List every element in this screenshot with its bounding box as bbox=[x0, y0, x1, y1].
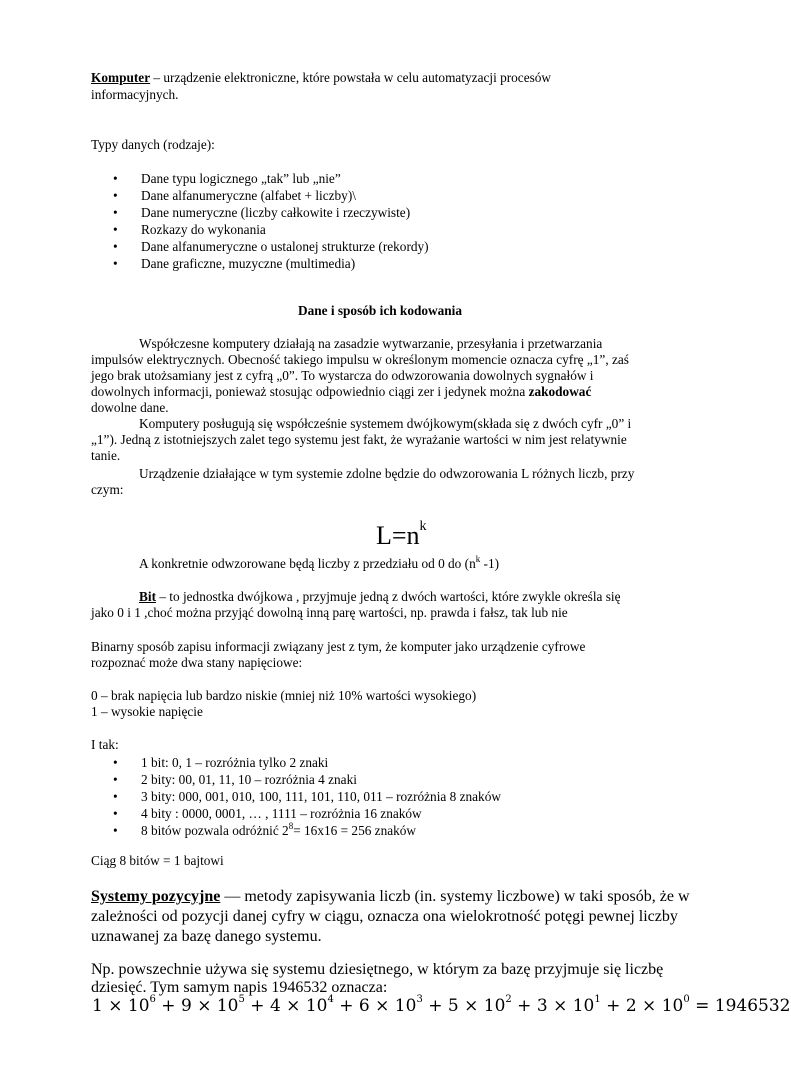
bullet-icon: • bbox=[113, 772, 118, 787]
state-zero: 0 – brak napięcia lub bardzo niskie (mniej niż 10% wartości wysokiego) bbox=[91, 688, 477, 703]
coefficient: 6 bbox=[358, 996, 370, 1016]
bold-word: zakodować bbox=[528, 384, 592, 399]
list-item: • Dane graficzne, muzyczne (multimedia) bbox=[113, 256, 356, 271]
positional-line2: zależności od pozycji danej cyfry w ciągu, oznacza ona wielokrotność potęgi pewnej liczby bbox=[91, 908, 678, 925]
plus-sign: + bbox=[333, 996, 359, 1016]
base: 10 bbox=[127, 996, 150, 1016]
list-item: • Rozkazy do wykonania bbox=[113, 222, 266, 237]
times-sign: × bbox=[280, 996, 306, 1016]
bullet-icon: • bbox=[113, 188, 118, 203]
base: 10 bbox=[572, 996, 595, 1016]
range-line: A konkretnie odwzorowane będą liczby z przedziału od 0 do ($n^k$ -1) bbox=[139, 554, 500, 571]
para3-line2: czym: bbox=[91, 482, 124, 497]
exponent: 4 bbox=[327, 994, 334, 1005]
times-sign: × bbox=[369, 996, 395, 1016]
exponent: 2 bbox=[505, 994, 512, 1005]
byte-line: Ciąg 8 bitów = 1 bajtowi bbox=[91, 853, 224, 868]
coefficient: 3 bbox=[536, 996, 548, 1016]
positional-line3: uznawanej za bazę danego systemu. bbox=[91, 928, 322, 945]
bullet-icon: • bbox=[113, 755, 118, 770]
times-sign: × bbox=[102, 996, 128, 1016]
coefficient: 5 bbox=[447, 996, 459, 1016]
decimal-line1: Np. powszechnie używa się systemu dziesiętnego, w którym za bazę przyjmuje się liczbę bbox=[91, 961, 664, 978]
list-item: • 3 bity: 000, 001, 010, 100, 111, 101, 110, 011 – rozróżnia 8 znaków bbox=[113, 789, 501, 804]
coefficient: 2 bbox=[625, 996, 637, 1016]
komputer-definition bbox=[91, 70, 551, 87]
list-item: • 4 bity : 0000, 0001, … , 1111 – rozróżnia 16 znaków bbox=[113, 806, 422, 821]
list-item: • Dane alfanumeryczne o ustalonej strukturze (rekordy) bbox=[113, 239, 429, 254]
bullet-icon: • bbox=[113, 256, 118, 271]
para1-line3: jego brak utożsamiany jest z cyfrą „0”. To wystarcza do odwzorowania dowolnych sygnałów i bbox=[91, 368, 594, 383]
decimal-expansion-formula bbox=[92, 995, 791, 1017]
para1-line4: dowolnych informacji, ponieważ stosując odpowiednio ciągi zer i jedynek można zakodować bbox=[91, 384, 592, 399]
positional-line1: Systemy pozycyjne — metody zapisywania liczb (in. systemy liczbowe) w taki sposób, że w bbox=[91, 888, 690, 905]
result: 1946532 bbox=[714, 996, 791, 1016]
positional-term: Systemy pozycyjne bbox=[91, 888, 221, 905]
plus-sign: + bbox=[511, 996, 537, 1016]
coefficient: 1 bbox=[92, 996, 103, 1016]
times-sign: × bbox=[458, 996, 484, 1016]
exponent: 6 bbox=[149, 994, 156, 1005]
base: 10 bbox=[305, 996, 328, 1016]
list-item: • Dane alfanumeryczne (alfabet + liczby)\ bbox=[113, 188, 356, 203]
bullet-icon: • bbox=[113, 806, 118, 821]
times-sign: × bbox=[636, 996, 662, 1016]
base: 10 bbox=[661, 996, 684, 1016]
para2-line2: „1”). Jedną z istotniejszych zalet tego systemu jest fakt, że wyrażanie wartości w nim jest relatywnie bbox=[91, 432, 627, 447]
komputer-definition-text: – urządzenie elektroniczne, które powstała w celu automatyzacji procesów bbox=[150, 70, 552, 85]
plus-sign: + bbox=[244, 996, 270, 1016]
para1-line5: dowolne dane. bbox=[91, 400, 169, 415]
bullet-icon: • bbox=[113, 789, 118, 804]
base: 10 bbox=[394, 996, 417, 1016]
section-title: Dane i sposób ich kodowania bbox=[297, 303, 463, 318]
binary-line2: rozpoznać może dwa stany napięciowe: bbox=[91, 655, 303, 670]
bullet-icon: • bbox=[113, 171, 118, 186]
plus-sign: + bbox=[422, 996, 448, 1016]
data-types-heading: Typy danych (rodzaje): bbox=[91, 137, 215, 152]
para1-line1: Współczesne komputery działają na zasadzie wytwarzanie, przesyłania i przetwarzania bbox=[139, 336, 603, 351]
bit-definition: Bit – to jednostka dwójkowa , przyjmuje jedną z dwóch wartości, które zwykle określa się bbox=[139, 589, 621, 604]
bullet-icon: • bbox=[113, 823, 118, 838]
times-sign: × bbox=[547, 996, 573, 1016]
base: 10 bbox=[483, 996, 506, 1016]
para1-line2: impulsów elektrycznych. Obecność takiego impulsu w określonym momencie oznacza cyfrę „1”, zaś bbox=[91, 352, 629, 367]
komputer-definition-line2: informacyjnych. bbox=[91, 87, 179, 102]
bullet-icon: • bbox=[113, 205, 118, 220]
para2-line3: tanie. bbox=[91, 448, 121, 463]
coefficient: 4 bbox=[269, 996, 281, 1016]
formula-l-equals-n-k: $L=n^k$ bbox=[376, 519, 427, 550]
equals-sign: = bbox=[689, 996, 715, 1016]
plus-sign: + bbox=[155, 996, 181, 1016]
data-types-list bbox=[113, 170, 429, 272]
komputer-term: Komputer bbox=[91, 70, 151, 85]
list-item: • Dane numeryczne (liczby całkowite i rzeczywiste) bbox=[113, 205, 411, 220]
base: 10 bbox=[216, 996, 239, 1016]
list-item: • 1 bit: 0, 1 – rozróżnia tylko 2 znaki bbox=[113, 755, 329, 770]
i-tak-label: I tak: bbox=[91, 737, 119, 752]
state-one: 1 – wysokie napięcie bbox=[91, 704, 203, 719]
list-item: • 8 bitów pozwala odróżnić $2^8= 16x16 = 256$ znaków bbox=[113, 821, 417, 838]
exponent: 3 bbox=[416, 994, 423, 1005]
bit-definition-line2: jako 0 i 1 ,choć można przyjąć dowolną inną parę wartości, np. prawda i fałsz, tak lub nie bbox=[91, 605, 568, 620]
exponent: 5 bbox=[238, 994, 245, 1005]
binary-line1: Binarny sposób zapisu informacji związany jest z tym, że komputer jako urządzenie cyfrowe bbox=[91, 639, 586, 654]
list-item: • Dane typu logicznego „tak” lub „nie” bbox=[113, 171, 341, 186]
bit-term: Bit bbox=[139, 589, 156, 604]
exponent: 1 bbox=[594, 994, 601, 1005]
bullet-icon: • bbox=[113, 222, 118, 237]
bullet-icon: • bbox=[113, 239, 118, 254]
para2-line1: Komputery posługują się współcześnie systemem dwójkowym(składa się z dwóch cyfr „0” i bbox=[139, 416, 632, 431]
coefficient: 9 bbox=[180, 996, 192, 1016]
plus-sign: + bbox=[600, 996, 626, 1016]
decimal-line2: dziesięć. Tym samym napis 1946532 oznacza: bbox=[91, 979, 388, 996]
list-item: • 2 bity: 00, 01, 11, 10 – rozróżnia 4 znaki bbox=[113, 772, 357, 787]
times-sign: × bbox=[191, 996, 217, 1016]
para3-line1: Urządzenie działające w tym systemie zdolne będzie do odwzorowania L różnych liczb, przy bbox=[139, 466, 635, 481]
exponent: 0 bbox=[683, 994, 690, 1005]
bits-list bbox=[113, 754, 501, 839]
